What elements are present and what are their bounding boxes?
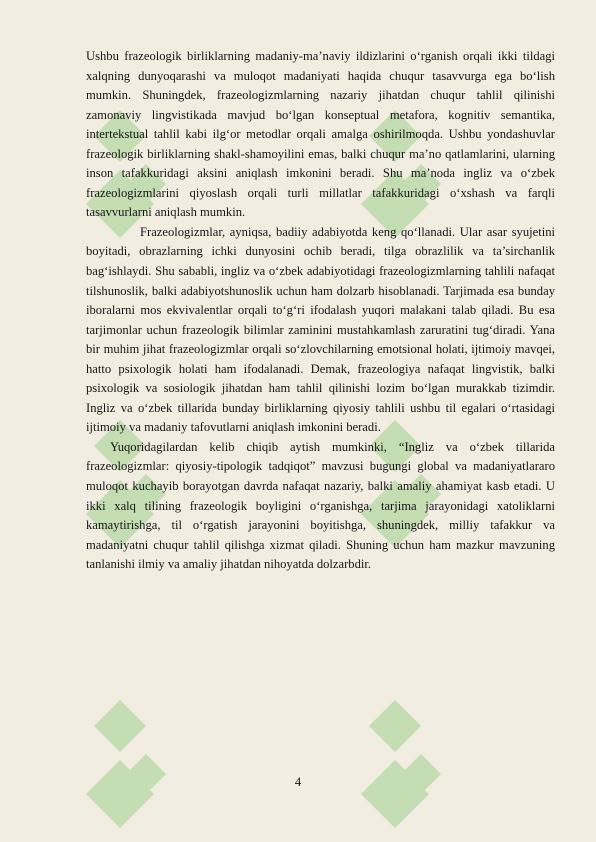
paragraph: Frazeologizmlar, ayniqsa, badiiy adabiyotda keng qo‘llanadi. Ular asar syujetini boyitadi, obrazlarning ichki dunyosini ochib beradi, tilga obrazlilik va ta’sirchanlik bag‘ishlaydi. Shu sababli, ingliz va o‘zbek adabiyotidagi frazeologizmlarning tahlili nafaqat tilshunoslik, balki adabiyotshunoslik uchun ham dolzarb hisoblanadi. Tarjimada esa bunday iboralarni mos ekvivalentlar orqali to‘g‘ri ifodalash yuqori malakani talab qiladi. Bu esa tarjimonlar uchun frazeologik bilimlar zaminini mustahkamlash zaruratini tug‘diradi. Yana bir muhim jihat frazeologizmlar orqali so‘zlovchilarning emotsional holati, ijtimoiy mavqei, hatto psixologik holati ham ifodalanadi. Demak, frazeologiya nafaqat lingvistik, balki psixologik va sosiologik jihatdan ham tahlil qilinishi lozim bo‘lgan murakkab tizimdir. Ingliz va o‘zbek tillarida bunday birliklarning qiyosiy tahlili ushbu til egalari o‘rtasidagi ijtimoiy va madaniy tafovutlarni aniqlash imkonini beradi. [86, 224, 555, 435]
paragraph: Yuqoridagilardan kelib chiqib aytish mumkinki, “Ingliz va o‘zbek tillarida frazeologizmlar: qiyosiy-tipologik tadqiqot” mavzusi bugungi global va madaniyatlararo muloqot kuchayib borayotgan davrda nafaqat nazariy, balki amaliy ahamiyat kasb etadi. U ikki xalq tilining frazeologik boyligini o‘rganishga, tarjima jarayonidagi xatoliklarni kamaytirishga, til o‘rgatish jarayonini boyitishga, shuningdek, milliy tafakkur va madaniyatni chuqur tahlil qilishga xizmat qiladi. Shuning uchun ham mazkur mavzuning tanlanishi ilmiy va amaliy jihatdan nihoyatda dolzarbdir. [86, 439, 555, 572]
paragraph: Ushbu frazeologik birliklarning madaniy-ma’naviy ildizlarini o‘rganish orqali ikki tildagi xalqning dunyoqarashi va muloqot madaniyati haqida chuqur tasavvurga ega bo‘lish mumkin. Shuningdek, frazeologizmlarning nazariy jihatdan chuqur tahlil qilinishi zamonaviy lingvistikada mavjud bo‘lgan konseptual metafora, kognitiv semantika, intertekstual tahlil kabi ilg‘or metodlar orqali amalga oshirilmoqda. Ushbu yondashuvlar frazeologik birliklarning shakl-shamoyilini emas, balki chuqur ma’no qatlamlarini, ularning inson tafakkuridagi aksini aniqlash imkonini beradi. Shu ma’noda ingliz va o‘zbek frazeologizmlarini qiyoslash orqali turli millatlar tafakkuridagi o‘xshash va farqli tasavvurlarni aniqlash mumkin. [86, 49, 555, 220]
page-number: 4 [294, 775, 302, 789]
document-body [86, 47, 555, 575]
